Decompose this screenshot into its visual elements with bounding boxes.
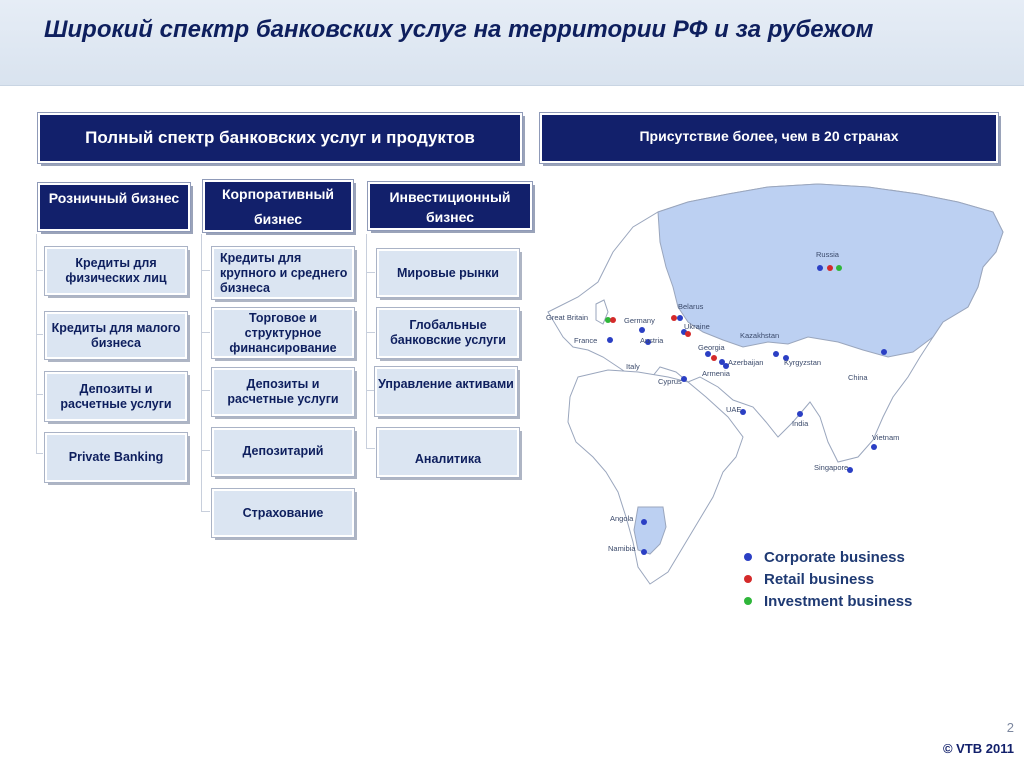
tree-line bbox=[36, 453, 43, 454]
tree-line bbox=[366, 332, 375, 333]
map-label: Russia bbox=[816, 250, 839, 259]
country-dot bbox=[797, 411, 803, 417]
country-dot bbox=[607, 337, 613, 343]
right-header: Присутствие более, чем в 20 странах bbox=[540, 113, 998, 163]
corporate-item: Кредиты для крупного и среднего бизнеса bbox=[212, 247, 354, 299]
map-label: Angola bbox=[610, 514, 634, 523]
investment-dot-icon bbox=[744, 597, 752, 605]
map-label: Azerbaijan bbox=[728, 358, 764, 367]
retail-item: Кредиты для малого бизнеса bbox=[45, 312, 187, 359]
map-label: Ukraine bbox=[684, 322, 710, 331]
legend-label: Investment business bbox=[764, 592, 913, 610]
tree-line bbox=[201, 450, 210, 451]
map-label: India bbox=[792, 419, 809, 428]
map-label: China bbox=[848, 373, 868, 382]
retail-dot-icon bbox=[744, 575, 752, 583]
map-label: Armenia bbox=[702, 369, 730, 378]
column-header-investment: Инвестиционный бизнес bbox=[368, 182, 532, 230]
world-map bbox=[538, 172, 1008, 592]
country-dot bbox=[685, 331, 691, 337]
tree-line bbox=[201, 511, 210, 512]
column-header-corporate: Корпоративный бизнес bbox=[203, 180, 353, 232]
map-label: UAE bbox=[726, 405, 742, 414]
legend-label: Retail business bbox=[764, 570, 875, 588]
retail-item: Кредиты для физических лиц bbox=[45, 247, 187, 295]
country-dot bbox=[681, 376, 687, 382]
country-dot bbox=[773, 351, 779, 357]
tree-line bbox=[36, 334, 43, 335]
tree-line bbox=[366, 234, 367, 449]
legend-label: Corporate business bbox=[764, 548, 905, 566]
investment-item: Мировые рынки bbox=[377, 249, 519, 297]
tree-line bbox=[366, 448, 375, 449]
column-header-retail: Розничный бизнес bbox=[38, 183, 190, 231]
tree-line bbox=[36, 394, 43, 395]
tree-line bbox=[36, 270, 43, 271]
corporate-dot-icon bbox=[744, 553, 752, 561]
country-dot bbox=[881, 349, 887, 355]
page-number: 2 bbox=[1006, 720, 1014, 735]
tree-line bbox=[366, 272, 375, 273]
page-title: Широкий спектр банковских услуг на территории РФ и за рубежом bbox=[44, 16, 874, 43]
investment-item: Глобальные банковские услуги bbox=[377, 308, 519, 358]
country-dot bbox=[641, 549, 647, 555]
map-label: Great Britain bbox=[546, 313, 589, 322]
corporate-item: Депозитарий bbox=[212, 428, 354, 476]
corporate-item: Депозиты и расчетные услуги bbox=[212, 368, 354, 416]
investment-item: Аналитика bbox=[377, 428, 519, 477]
retail-item: Депозиты и расчетные услуги bbox=[45, 372, 187, 421]
map-label: Italy bbox=[626, 362, 640, 371]
country-dot bbox=[639, 327, 645, 333]
map-label: Kazakhstan bbox=[740, 331, 780, 340]
corporate-item: Страхование bbox=[212, 489, 354, 537]
map-label: Germany bbox=[624, 316, 655, 325]
map-label: Namibia bbox=[608, 544, 636, 553]
map-label: Belarus bbox=[678, 302, 704, 311]
investment-item: Управление активами bbox=[375, 367, 517, 416]
map-label: Vietnam bbox=[872, 433, 900, 442]
map-label: Kyrgyzstan bbox=[784, 358, 822, 367]
country-dot bbox=[836, 265, 842, 271]
tree-line bbox=[201, 234, 202, 512]
tree-line bbox=[201, 390, 210, 391]
country-dot bbox=[711, 355, 717, 361]
tree-line bbox=[36, 234, 37, 454]
map-legend bbox=[744, 546, 912, 612]
legend-item-investment bbox=[744, 590, 912, 612]
country-dot bbox=[817, 265, 823, 271]
tree-line bbox=[201, 332, 210, 333]
copyright: © VTB 2011 bbox=[942, 741, 1014, 756]
tree-line bbox=[201, 270, 210, 271]
left-header: Полный спектр банковских услуг и продуктов bbox=[38, 113, 522, 163]
country-dot bbox=[610, 317, 616, 323]
map-label: Singapore bbox=[814, 463, 849, 472]
country-dot bbox=[871, 444, 877, 450]
map-land-africa bbox=[568, 370, 743, 584]
retail-item: Private Banking bbox=[45, 433, 187, 482]
map-label: Georgia bbox=[698, 343, 725, 352]
corporate-item: Торговое и структурное финансирование bbox=[212, 308, 354, 358]
country-dot bbox=[671, 315, 677, 321]
map-label: France bbox=[574, 336, 598, 345]
country-dot bbox=[641, 519, 647, 525]
country-dot bbox=[677, 315, 683, 321]
country-dot bbox=[827, 265, 833, 271]
legend-item-corporate bbox=[744, 546, 912, 568]
legend-item-retail bbox=[744, 568, 912, 590]
tree-line bbox=[366, 390, 375, 391]
map-label: Austria bbox=[640, 336, 664, 345]
map-label: Cyprus bbox=[658, 377, 682, 386]
